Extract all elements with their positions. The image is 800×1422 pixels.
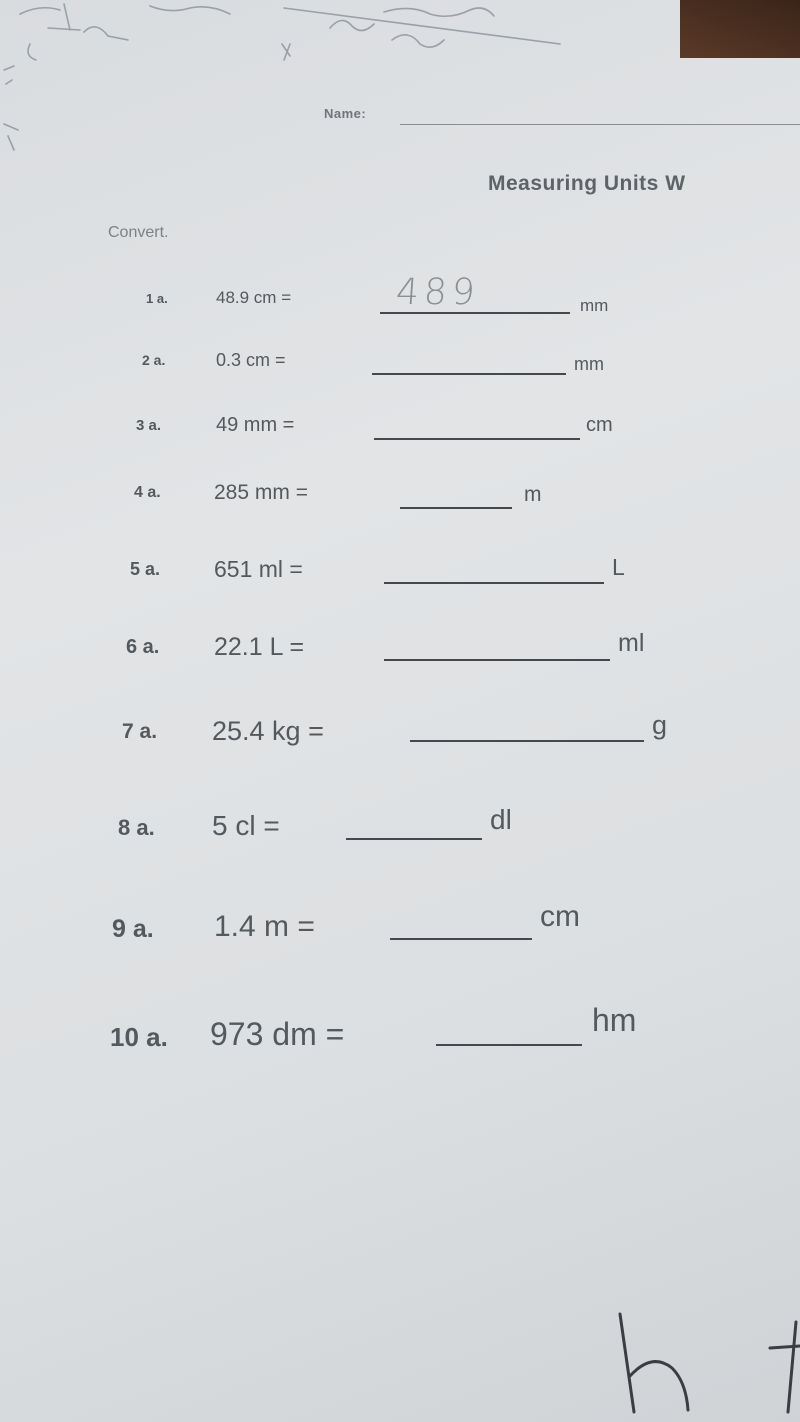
unit-label: m bbox=[524, 483, 542, 506]
problem-expression: 651 ml = bbox=[214, 556, 303, 582]
problem-expression: 973 dm = bbox=[210, 1016, 345, 1052]
pencil-scribbles bbox=[0, 0, 800, 160]
answer-blank[interactable] bbox=[410, 718, 644, 742]
handwriting-marks bbox=[600, 1300, 800, 1422]
instruction-text: Convert. bbox=[108, 224, 169, 241]
problem-number: 10 a. bbox=[110, 1022, 168, 1052]
problem-number: 9 a. bbox=[112, 915, 154, 943]
problem-expression: 0.3 cm = bbox=[216, 350, 286, 370]
problem-number: 8 a. bbox=[118, 815, 155, 840]
answer-blank[interactable] bbox=[346, 814, 482, 840]
problem-expression: 25.4 kg = bbox=[212, 716, 324, 746]
unit-label: hm bbox=[592, 1002, 637, 1038]
unit-label: mm bbox=[580, 296, 609, 315]
problem-number: 4 a. bbox=[134, 484, 161, 501]
problem-expression: 1.4 m = bbox=[214, 910, 315, 943]
answer-blank[interactable] bbox=[384, 635, 610, 661]
answer-blank[interactable] bbox=[374, 416, 580, 440]
name-label: Name: bbox=[324, 106, 367, 121]
problem-number: 6 a. bbox=[126, 636, 160, 658]
answer-blank[interactable] bbox=[400, 483, 512, 509]
problem-expression: 22.1 L = bbox=[214, 633, 305, 661]
worksheet-title: Measuring Units W bbox=[488, 172, 686, 195]
unit-label: ml bbox=[618, 629, 645, 657]
unit-label: cm bbox=[586, 414, 613, 436]
unit-label: g bbox=[652, 710, 668, 740]
answer-blank[interactable] bbox=[384, 558, 604, 584]
problem-number: 3 a. bbox=[136, 417, 162, 434]
problem-number: 5 a. bbox=[130, 559, 161, 579]
problem-expression: 5 cl = bbox=[212, 810, 280, 841]
answer-blank[interactable] bbox=[390, 912, 532, 940]
name-field-line[interactable] bbox=[400, 124, 800, 125]
unit-label: dl bbox=[490, 804, 512, 835]
problem-expression: 49 mm = bbox=[216, 414, 295, 436]
problem-number: 7 a. bbox=[122, 720, 158, 743]
answer-blank[interactable] bbox=[372, 352, 566, 375]
unit-label: cm bbox=[540, 900, 580, 933]
problem-expression: 285 mm = bbox=[214, 481, 308, 504]
problem-expression: 48.9 cm = bbox=[216, 288, 292, 307]
problem-number: 1 a. bbox=[146, 291, 168, 306]
answer-blank[interactable] bbox=[436, 1018, 582, 1046]
unit-label: L bbox=[612, 554, 625, 580]
handwritten-answer: 489 bbox=[394, 272, 482, 313]
problem-number: 2 a. bbox=[142, 352, 166, 368]
unit-label: mm bbox=[574, 354, 604, 374]
